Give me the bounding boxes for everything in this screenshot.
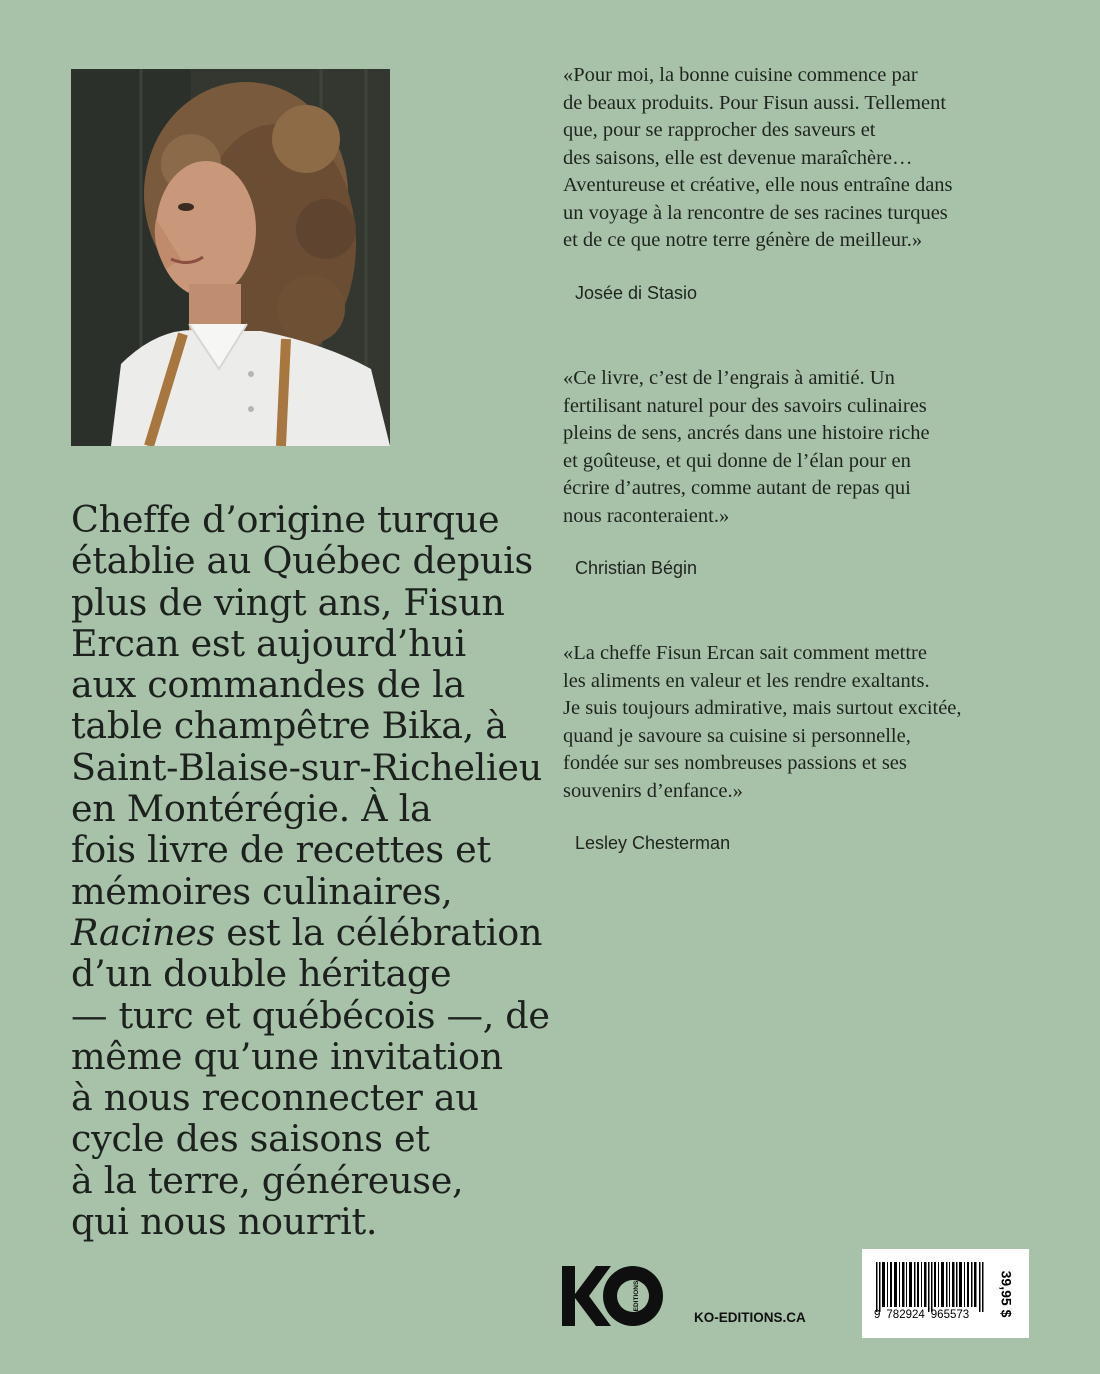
quote-line: et goûteuse, et qui donne de l’élan pour en xyxy=(563,449,911,472)
blurb-line: qui nous nourrit. xyxy=(71,1200,378,1244)
publisher-website[interactable]: KO-EDITIONS.CA xyxy=(694,1310,806,1325)
barcode-bars xyxy=(876,1262,984,1314)
quote-line: les aliments en valeur et les rendre exaltants. xyxy=(563,669,930,692)
blurb-line: plus de vingt ans, Fisun xyxy=(71,580,505,624)
quote-author: Lesley Chesterman xyxy=(575,833,731,853)
blurb-line: table champêtre Bika, à xyxy=(71,704,507,748)
blurb-line: établie au Québec depuis xyxy=(71,539,533,583)
blurb-line: — turc et québécois —, de xyxy=(71,993,550,1037)
blurb-line xyxy=(71,912,551,953)
isbn-prefix: 9 xyxy=(874,1309,881,1321)
book-title: Racines xyxy=(71,910,215,954)
blurb-line: Saint-Blaise-sur-Richelieu xyxy=(71,745,542,789)
quote-line: que, pour se rapprocher des saveurs et xyxy=(563,119,876,141)
quote-line: fondée sur ses nombreuses passions et ses xyxy=(563,752,907,774)
blurb-line: Cheffe d’origine turque xyxy=(71,498,500,541)
quote-line: un voyage à la rencontre de ses racines turques xyxy=(563,201,948,224)
quote-line: des saisons, elle est devenue maraîchère… xyxy=(563,146,913,169)
blurb-line: Ercan est aujourd’hui xyxy=(71,621,466,665)
isbn-group-2: 965573 xyxy=(930,1309,970,1321)
blurb-line: aux commandes de la xyxy=(71,663,465,707)
quote-line: et de ce que notre terre génère de meilleur.» xyxy=(563,229,923,251)
quote-line: «La cheffe Fisun Ercan sait comment mettre xyxy=(563,642,927,664)
testimonial-quote xyxy=(563,640,1063,805)
quote-line: Je suis toujours admirative, mais surtout excitée, xyxy=(563,697,962,719)
quote-line: pleins de sens, ancrés dans une histoire riche xyxy=(563,422,930,444)
barcode-label xyxy=(862,1249,1029,1338)
quote-line: écrire d’autres, comme autant de repas qui xyxy=(563,477,911,499)
blurb-line-rest: est la célébration xyxy=(214,910,543,954)
blurb-line: mémoires culinaires, xyxy=(71,869,453,913)
blurb-line: à nous reconnecter au xyxy=(71,1076,479,1120)
price-text: 39,95 $ xyxy=(998,1270,1014,1318)
blurb-line: cycle des saisons et xyxy=(71,1117,430,1161)
quote-line: quand je savoure sa cuisine si personnelle, xyxy=(563,724,911,747)
quote-line: Aventureuse et créative, elle nous entraîne dans xyxy=(563,174,953,196)
testimonial-quote xyxy=(563,62,1063,255)
logo-mark xyxy=(562,1264,664,1328)
book-description xyxy=(71,499,551,1242)
blurb-line: à la terre, généreuse, xyxy=(71,1158,464,1202)
quote-line: de beaux produits. Pour Fisun aussi. Tellement xyxy=(563,91,947,114)
blurb-line: fois livre de recettes et xyxy=(71,828,491,872)
author-portrait xyxy=(71,69,390,446)
blurb-line: même qu’une invitation xyxy=(71,1034,503,1078)
blurb-line: en Montérégie. À la xyxy=(71,787,432,831)
isbn-group-1: 782924 xyxy=(886,1309,925,1321)
quote-line: fertilisant naturel pour des savoirs culinaires xyxy=(563,394,927,417)
quote-line: «Ce livre, c’est de l’engrais à amitié. Un xyxy=(563,367,895,389)
isbn-number xyxy=(874,1309,994,1321)
price-tag xyxy=(991,1259,1021,1329)
portrait-illustration xyxy=(71,69,390,446)
logo-badge-text: EDITIONS xyxy=(633,1280,640,1312)
quote-author: Josée di Stasio xyxy=(575,283,698,303)
quote-author: Christian Bégin xyxy=(575,558,698,578)
blurb-line: d’un double héritage xyxy=(71,952,452,996)
ko-editions-logo xyxy=(562,1264,664,1328)
quote-line: souvenirs d’enfance.» xyxy=(563,779,743,802)
quote-line: «Pour moi, la bonne cuisine commence par xyxy=(563,64,918,86)
testimonial-quote xyxy=(563,365,1063,530)
quote-line: nous raconteraient.» xyxy=(563,504,730,527)
